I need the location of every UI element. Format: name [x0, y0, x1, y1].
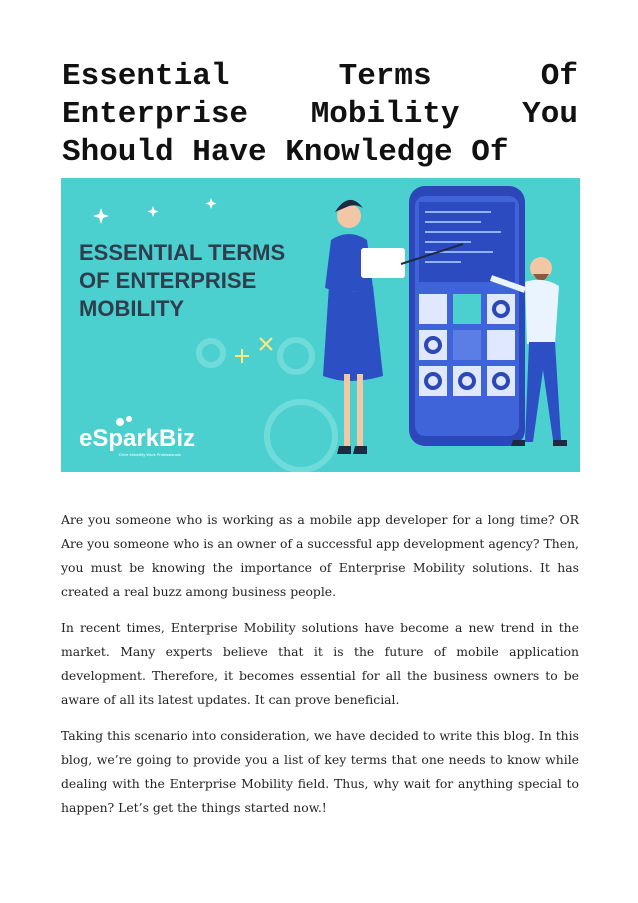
banner-headline-line-3: MOBILITY	[79, 296, 185, 321]
banner-headline-line-1: ESSENTIAL TERMS	[79, 240, 286, 265]
paragraph-intro: Are you someone who is working as a mobile app developer for a long time? OR Are you someone who is an owner of a successful app development agency? Then, you must be knowing the importance of Enterprise Mobility solutions. It has created a real buzz among business people.	[61, 512, 579, 599]
paragraph-scenario: Taking this scenario into consideration, we have decided to write this blog. In this blog, we’re going to provide you a list of key terms that one needs to know while dealing with the Enterprise Mobility field. Thus, why wait for anything special to happen? Let’s get the things started now.!	[61, 728, 579, 815]
page-title: Essential Terms Of Enterprise Mobility You Should Have Knowledge Of	[62, 59, 578, 170]
hero-banner	[61, 178, 580, 472]
logo-tagline: Drive eMobility Work Professionals	[119, 452, 181, 457]
article-body	[61, 508, 579, 832]
banner-headline-line-2: OF ENTERPRISE	[79, 268, 257, 293]
smartphone-illustration	[409, 186, 525, 446]
paragraph-trend: In recent times, Enterprise Mobility solutions have become a new trend in the market. Many experts believe that it is the future of mobile application development. Therefore, it becomes essential for all the business owners to be aware of all its latest updates. It can prove beneficial.	[61, 620, 579, 707]
logo-wordmark: eSparkBiz	[79, 425, 196, 452]
